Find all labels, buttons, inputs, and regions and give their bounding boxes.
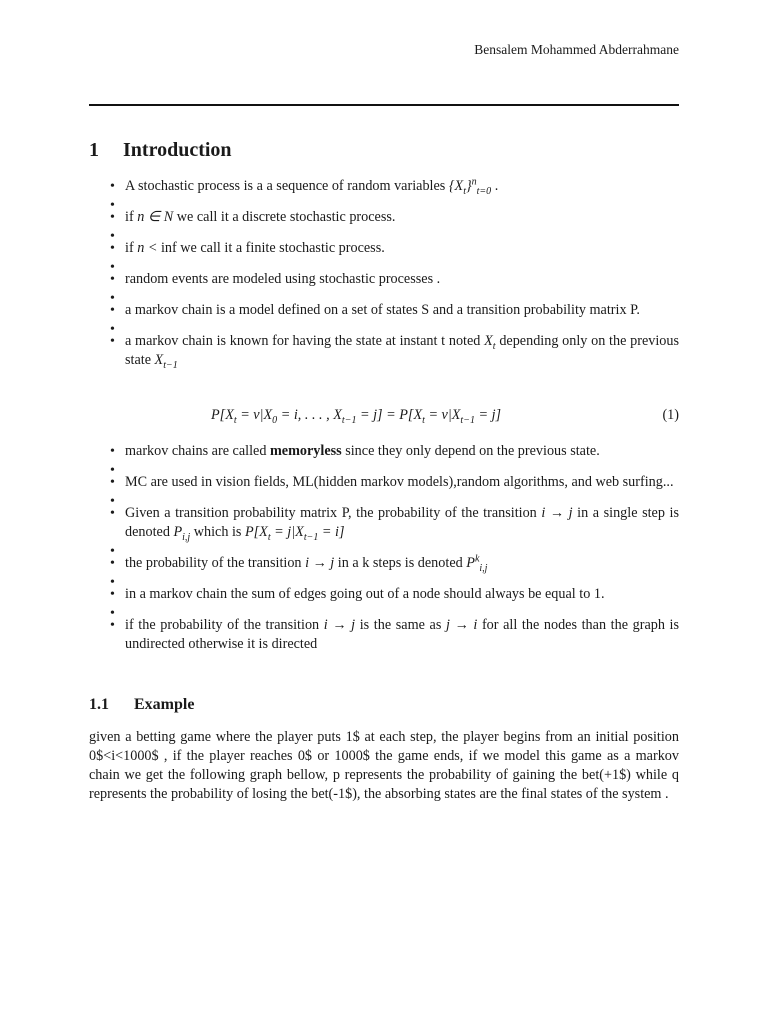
subsection-heading — [89, 696, 194, 714]
list-item: • MC are used in vision fields, ML(hidden markov models),random algorithms, and web surfing... — [89, 473, 679, 492]
equation: $P[X_t = v|X_0 = i$, . . . , $X_{t-1} = j] = P[X_t = v|X_{t-1} = j]$ — [211, 407, 502, 426]
list-item: • a markov chain is a model defined on a set of states S and a transition probability matrix P. — [89, 301, 679, 320]
list-item: • markov chains are called memoryless since they only depend on the previous state. — [89, 442, 679, 461]
subsection-number: 1.1 — [89, 696, 109, 713]
bullet-list — [89, 177, 679, 370]
equation-block — [89, 399, 679, 435]
list-item: • Given a transition probability matrix P, the probability of the transition i → j in a single step is denoted $P_{i,j}$ which is $P[X_t = j|X_{t-1} = i]$ — [89, 504, 679, 542]
list-item: • A stochastic process is a a sequence of random variables $\{X_t\}^n_{t=0}$ . — [89, 177, 679, 196]
section-title: Introduction — [123, 139, 232, 161]
bullet-list-2 — [89, 442, 679, 654]
list-item: • if the probability of the transition i → j is the same as j → i for all the nodes than the graph is undirected otherwise it is directed — [89, 616, 679, 654]
list-item: • in a markov chain the sum of edges going out of a node should always be equal to 1. — [89, 585, 679, 604]
header-rule — [89, 104, 679, 106]
list-item: • if n < inf we call it a finite stochastic process. — [89, 239, 679, 258]
section-number: 1 — [89, 139, 99, 161]
list-item: • the probability of the transition i → j in a k steps is denoted $P^k_{i,j}$ — [89, 554, 679, 573]
section-heading — [89, 139, 232, 162]
list-item: • if n ∈ N we call it a discrete stochastic process. — [89, 208, 679, 227]
equation-number: (1) — [662, 407, 679, 423]
list-item: • a markov chain is known for having the state at instant t noted $X_t$ depending only on the previous state $X_{t-1}$ — [89, 332, 679, 370]
subsection-title: Example — [134, 696, 195, 713]
header-author: Bensalem Mohammed Abderrahmane — [474, 42, 679, 57]
example-paragraph: given a betting game where the player puts 1$ at each step, the player begins from an initial position 0$<i<1000$ , if the player reaches 0$ or 1000$ the game ends, if we model this game as a markov chain we get the following graph bellow, p represents the probability of gaining the bet(+1$) while q represents the probability of losing the bet(-1$), the absorbing states are the final states of the system . — [89, 729, 679, 802]
list-item: • random events are modeled using stochastic processes . — [89, 270, 679, 289]
